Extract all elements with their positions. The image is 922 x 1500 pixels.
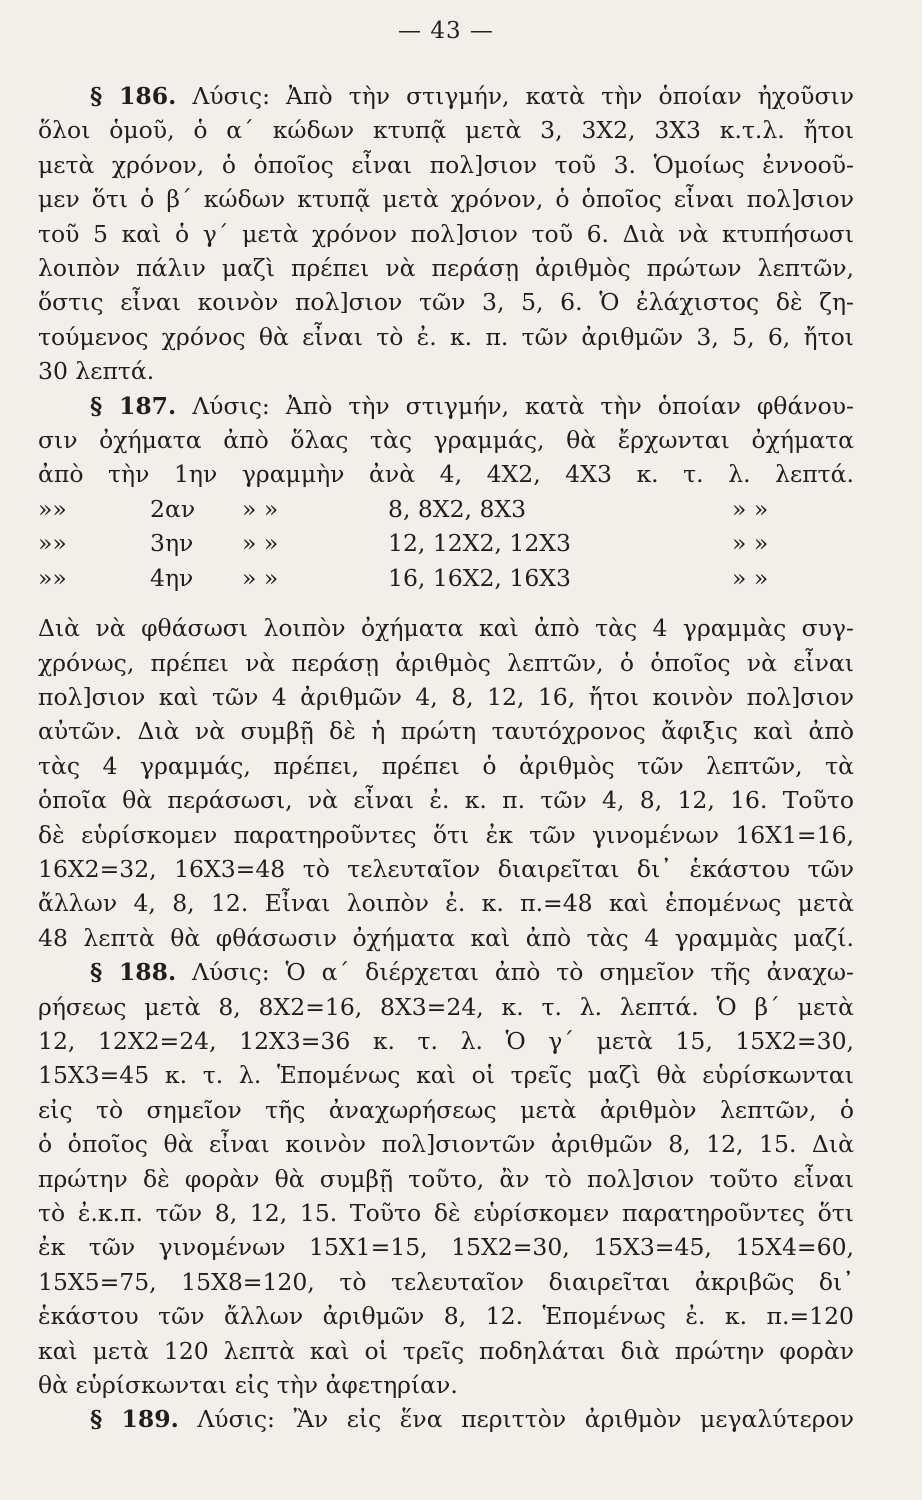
section-186-line-5: λοιπὸν πάλιν μαζὶ πρέπει νὰ περάσῃ ἀριθμὸς πρώτων λεπτῶν, — [38, 254, 854, 283]
section-187-after-line-1: Διὰ νὰ φθάσωσι λοιπὸν ὀχήματα καὶ ἀπὸ τὰς 4 γραμμὰς συγ- — [38, 614, 854, 643]
ditto-mark: » » — [732, 529, 769, 558]
section-188-heading-line — [38, 955, 854, 989]
section-189-first-line: : Ἂν εἰς ἕνα περιττὸν ἀριθμὸν μεγαλύτερον — [267, 1405, 854, 1434]
section-188 — [38, 955, 854, 1402]
section-188-line-12: θὰ εὑρίσκωνται εἰς τὴν ἀφετηρίαν. — [38, 1371, 458, 1400]
table-values: 16, 16Χ2, 16Χ3 — [388, 563, 571, 592]
ditto-mark: »» — [38, 563, 67, 592]
section-188-line-5: ὁ ὁποῖος θὰ εἶναι κοινὸν πολ]σιοντῶν ἀριθμῶν 8, 12, 15. Διὰ — [38, 1130, 854, 1159]
section-186 — [38, 79, 854, 389]
section-189 — [38, 1402, 854, 1436]
section-186-line-7: τούμενος χρόνος θὰ εἶναι τὸ ἐ. κ. π. τῶν ἀριθμῶν 3, 5, 6, ἤτοι — [38, 322, 854, 351]
section-187-after-line-6: ὁποῖα θὰ περάσωσι, νὰ εἶναι ἐ. κ. π. τῶν 4, 8, 12, 16. Τοῦτο — [38, 786, 854, 815]
section-188-line-10: ἑκάστου τῶν ἄλλων ἀριθμῶν 8, 12. Ἑπομένως ἐ. κ. π.=120 — [38, 1302, 854, 1331]
line-label: 3ην — [150, 529, 194, 558]
ditto-mark: » » — [242, 529, 279, 558]
section-188-line-8: ἐκ τῶν γινομένων 15Χ1=15, 15Χ2=30, 15Χ3=45, 15Χ4=60, — [38, 1233, 854, 1262]
section-186-number: § 186. — [90, 82, 177, 110]
section-187-after-line-4: αὐτῶν. Διὰ νὰ συμβῇ δὲ ἡ πρώτη ταυτόχρονος ἄφιξις καὶ ἀπὸ — [38, 717, 854, 746]
section-187-line-2: ἀπὸ τὴν 1ην γραμμὴν ἀνὰ 4, 4Χ2, 4Χ3 κ. τ. λ. λεπτά. — [38, 460, 854, 489]
section-188-line-1: ρήσεως μετὰ 8, 8Χ2=16, 8Χ3=24, κ. τ. λ. λεπτά. Ὁ β΄ μετὰ — [38, 992, 854, 1021]
ditto-mark: » » — [732, 563, 769, 592]
section-188-line-4: εἰς τὸ σημεῖον τῆς ἀναχωρήσεως μετὰ ἀριθμὸν λεπτῶν, ὁ — [38, 1095, 854, 1124]
section-187-after-line-5: τὰς 4 γραμμάς, πρέπει, πρέπει ὁ ἀριθμὸς τῶν λεπτῶν, τὰ — [38, 751, 854, 780]
ditto-mark: » » — [242, 563, 279, 592]
table-values: 8, 8Χ2, 8Χ3 — [388, 494, 527, 523]
table-spacer — [38, 595, 854, 611]
section-189-heading-line — [38, 1402, 854, 1436]
section-186-line-4: τοῦ 5 καὶ ὁ γ΄ μετὰ χρόνον πολ]σιον τοῦ 6. Διὰ νὰ κτυπήσωσι — [38, 219, 854, 248]
section-187-number: § 187. — [90, 391, 177, 420]
section-186-line-3: μεν ὅτι ὁ β΄ κώδων κτυπᾷ μετὰ χρόνον, ὁ ὁποῖος εἶναι πολ]σιον — [38, 185, 854, 214]
ditto-mark: »» — [38, 494, 67, 523]
section-188-line-11: καὶ μετὰ 120 λεπτὰ καὶ οἱ τρεῖς ποδηλάται διὰ πρώτην φορὰν — [38, 1336, 854, 1365]
section-188-line-7: τὸ ἐ.κ.π. τῶν 8, 12, 15. Τοῦτο δὲ εὑρίσκομεν παρατηροῦντες ὅτι — [38, 1199, 854, 1227]
section-186-line-1: ὅλοι ὁμοῦ, ὁ α΄ κώδων κτυπᾷ μετὰ 3, 3Χ2, 3Χ3 κ.τ.λ. ἤτοι — [38, 116, 854, 145]
section-186-heading-line — [38, 79, 854, 113]
section-187-after-line-7: δὲ εὑρίσκομεν παρατηροῦντες ὅτι ἐκ τῶν γινομένων 16Χ1=16, — [38, 820, 854, 849]
section-188-line-9: 15Χ5=75, 15Χ8=120, τὸ τελευταῖον διαιρεῖται ἀκριβῶς δι᾽ — [38, 1267, 854, 1296]
section-186-line-8: 30 λεπτά. — [38, 357, 155, 386]
page-number: — 43 — — [398, 18, 494, 44]
section-186-line-2: μετὰ χρόνον, ὁ ὁποῖος εἶναι πολ]σιον τοῦ 3. Ὁμοίως ἐννοοῦ- — [38, 150, 854, 179]
section-187 — [38, 389, 854, 956]
section-187-heading-line — [38, 389, 854, 423]
section-188-title: Λύσις — [192, 958, 262, 987]
section-187-after-line-3: πολ]σιον καὶ τῶν 4 ἀριθμῶν 4, 8, 12, 16, ἤτοι κοινὸν πολ]σιον — [38, 682, 854, 711]
section-188-line-3: 15Χ3=45 κ. τ. λ. Ἑπομένως καὶ οἱ τρεῖς μαζὶ θὰ εὑρίσκωνται — [38, 1061, 854, 1090]
section-186-line-6: ὅστις εἶναι κοινὸν πολ]σιον τῶν 3, 5, 6. Ὁ ἐλάχιστος δὲ ζη- — [38, 288, 854, 317]
section-187-line-1: σιν ὀχήματα ἀπὸ ὅλας τὰς γραμμάς, θὰ ἔρχωνται ὀχήματα — [38, 426, 854, 455]
ditto-mark: » » — [732, 494, 769, 523]
table-row — [38, 561, 854, 595]
table-row — [38, 526, 854, 560]
section-187-after-line-8: 16Χ2=32, 16Χ3=48 τὸ τελευταῖον διαιρεῖται δι᾽ ἑκάστου τῶν — [38, 854, 854, 883]
section-187-title: Λύσις — [192, 391, 262, 420]
section-187-first-line: : Ἀπὸ τὴν στιγμήν, κατὰ τὴν ὁποίαν φθάνου- — [261, 391, 854, 420]
line-label: 2αν — [150, 494, 196, 523]
section-188-first-line: : Ὁ α΄ διέρχεται ἀπὸ τὸ σημεῖον τῆς ἀναχω- — [261, 958, 854, 987]
ditto-mark: » » — [242, 494, 279, 523]
section-187-after-line-10: 48 λεπτὰ θὰ φθάσωσιν ὀχήματα καὶ ἀπὸ τὰς 4 γραμμὰς μαζί. — [38, 923, 854, 952]
line-label: 4ην — [150, 563, 194, 592]
table-values: 12, 12Χ2, 12Χ3 — [388, 529, 571, 558]
ditto-mark: »» — [38, 529, 67, 558]
section-187-after-line-2: χρόνως, πρέπει νὰ περάσῃ ἀριθμὸς λεπτῶν, ὁ ὁποῖος νὰ εἶναι — [38, 648, 854, 677]
section-188-number: § 188. — [90, 958, 177, 987]
section-187-after-line-9: ἄλλων 4, 8, 12. Εἶναι λοιπὸν ἐ. κ. π.=48 καὶ ἑπομένως μετὰ — [38, 889, 854, 918]
section-188-line-6: πρώτην δὲ φορὰν θὰ συμβῇ τοῦτο, ἂν τὸ πολ]σιον τοῦτο εἶναι — [38, 1164, 854, 1193]
section-186-first-line: : Ἀπὸ τὴν στιγμήν, κατὰ τὴν ὁποίαν ἠχοῦσιν — [262, 82, 854, 110]
section-189-number: § 189. — [90, 1405, 179, 1434]
section-189-title: Λύσις — [197, 1405, 268, 1434]
table-row — [38, 492, 854, 526]
section-186-title: Λύσις — [192, 82, 263, 110]
section-188-line-2: 12, 12Χ2=24, 12Χ3=36 κ. τ. λ. Ὁ γ΄ μετὰ 15, 15Χ2=30, — [38, 1026, 854, 1055]
